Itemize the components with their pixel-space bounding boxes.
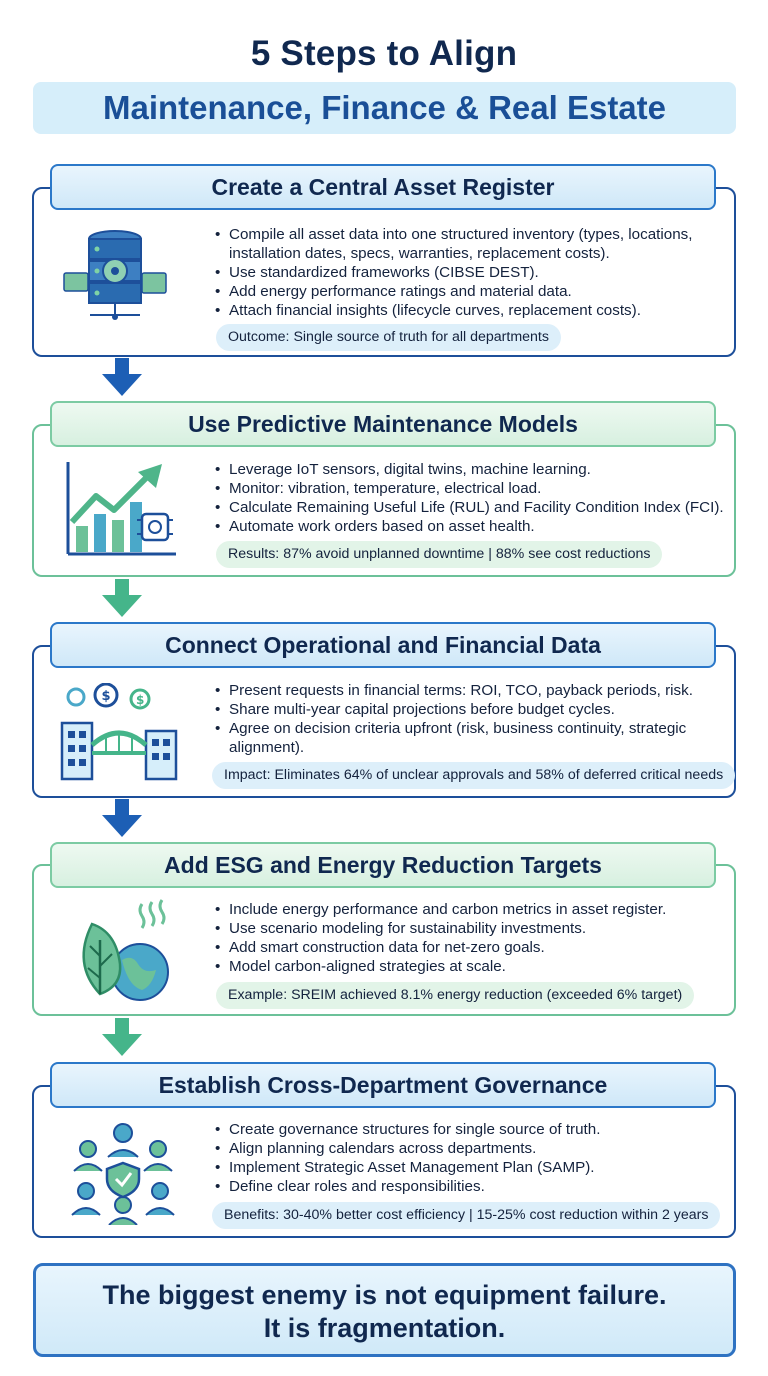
team-shield-icon — [68, 1119, 178, 1230]
step-3-title: Connect Operational and Financial Data — [50, 622, 716, 668]
leaf-globe-icon — [70, 894, 180, 1011]
arrow-down-icon — [100, 579, 144, 622]
step-5-bullets — [214, 1120, 726, 1196]
arrow-down-icon — [100, 799, 144, 842]
list-item: • Include energy performance and carbon metrics in asset register. — [214, 900, 726, 919]
step-1-bullets — [214, 225, 726, 320]
list-item: • Agree on decision criteria upfront (risk, business continuity, strategic alignment). — [214, 719, 726, 757]
list-item: • Attach financial insights (lifecycle curves, replacement costs). — [214, 301, 726, 320]
list-item: • Align planning calendars across departments. — [214, 1139, 726, 1158]
page-title: 5 Steps to Align — [250, 34, 518, 73]
list-item: • Add energy performance ratings and material data. — [214, 282, 726, 301]
list-item: • Compile all asset data into one structured inventory (types, locations, installation dates, specs, warranties, replacement costs). — [214, 225, 726, 263]
arrow-down-icon — [100, 358, 144, 401]
list-item: • Create governance structures for single source of truth. — [214, 1120, 726, 1139]
step-2-title: Use Predictive Maintenance Models — [50, 401, 716, 447]
list-item: • Share multi-year capital projections before budget cycles. — [214, 700, 726, 719]
closing-line-1: The biggest enemy is not equipment failure. — [102, 1280, 667, 1310]
page-subtitle: Maintenance, Finance & Real Estate — [102, 89, 666, 126]
step-3-bullets — [214, 681, 726, 757]
list-item: • Present requests in financial terms: ROI, TCO, payback periods, risk. — [214, 681, 726, 700]
closing-statement — [33, 1263, 736, 1357]
list-item: • Monitor: vibration, temperature, electrical load. — [214, 479, 726, 498]
list-item: • Define clear roles and responsibilities. — [214, 1177, 726, 1196]
list-item: • Implement Strategic Asset Management Plan (SAMP). — [214, 1158, 726, 1177]
arrow-down-icon — [100, 1018, 144, 1061]
step-5-title: Establish Cross-Department Governance — [50, 1062, 716, 1108]
step-1-title: Create a Central Asset Register — [50, 164, 716, 210]
step-1-outcome: Outcome: Single source of truth for all departments — [216, 324, 561, 351]
list-item: • Use scenario modeling for sustainability investments. — [214, 919, 726, 938]
growth-chart-chip-icon — [62, 458, 180, 563]
list-item: • Use standardized frameworks (CIBSE DEST). — [214, 263, 726, 282]
list-item: • Calculate Remaining Useful Life (RUL) and Facility Condition Index (FCI). — [214, 498, 726, 517]
step-4-title: Add ESG and Energy Reduction Targets — [50, 842, 716, 888]
page-subtitle-banner — [33, 82, 736, 134]
svg-text:$: $ — [101, 689, 111, 704]
step-3-impact: Impact: Eliminates 64% of unclear approvals and 58% of deferred critical needs — [212, 762, 735, 789]
step-1-card — [32, 187, 736, 357]
list-item: • Add smart construction data for net-zero goals. — [214, 938, 726, 957]
svg-text:$: $ — [136, 693, 145, 707]
step-4-bullets — [214, 900, 726, 976]
list-item: • Model carbon-aligned strategies at scale. — [214, 957, 726, 976]
step-2-results: Results: 87% avoid unplanned downtime | 88% see cost reductions — [216, 541, 662, 568]
step-4-example: Example: SREIM achieved 8.1% energy reduction (exceeded 6% target) — [216, 982, 694, 1009]
buildings-bridge-icon — [58, 683, 184, 786]
list-item: • Automate work orders based on asset health. — [214, 517, 726, 536]
step-2-bullets — [214, 460, 726, 536]
closing-line-2: It is fragmentation. — [263, 1313, 506, 1343]
database-server-icon — [60, 227, 170, 330]
step-5-benefits: Benefits: 30-40% better cost efficiency | 15-25% cost reduction within 2 years — [212, 1202, 720, 1229]
list-item: • Leverage IoT sensors, digital twins, machine learning. — [214, 460, 726, 479]
